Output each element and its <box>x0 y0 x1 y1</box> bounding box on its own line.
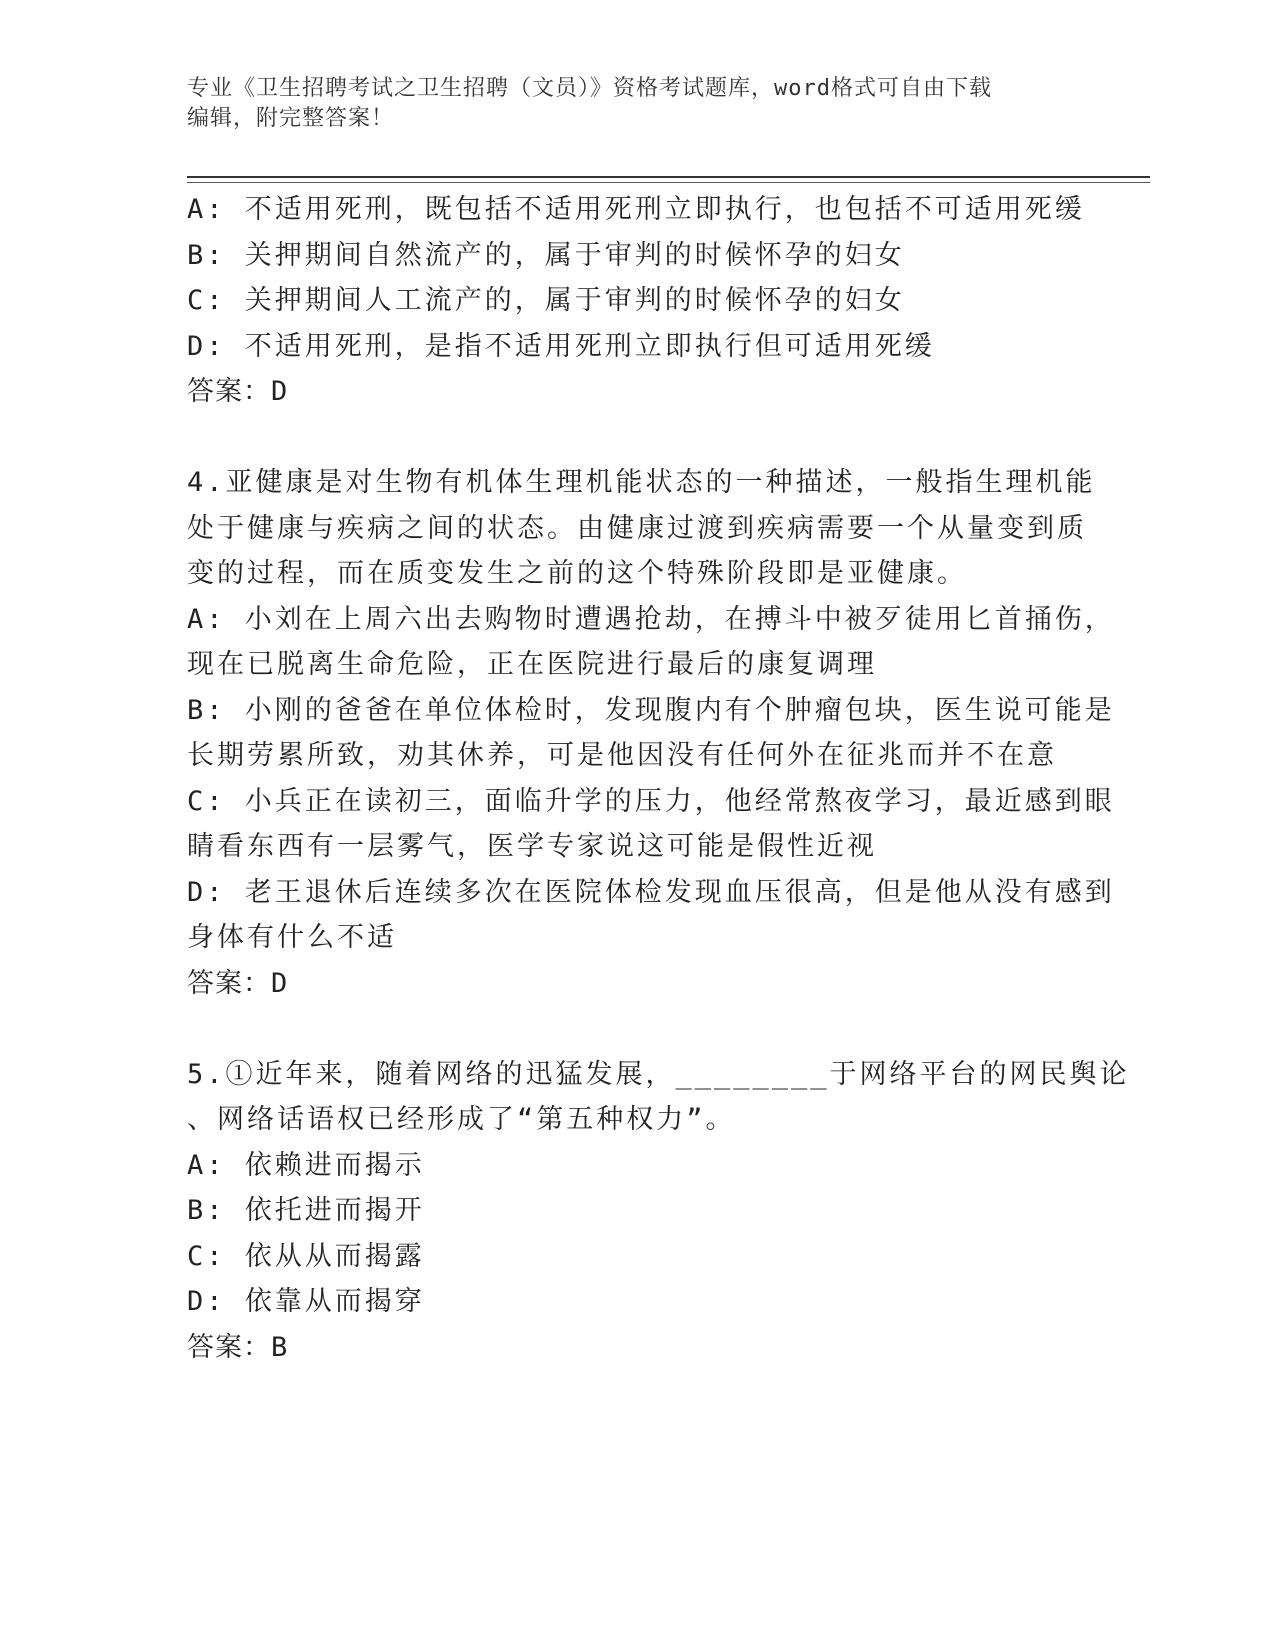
q3-option-d: D: 不适用死刑，是指不适用死刑立即执行但可适用死缓 <box>187 330 935 362</box>
q3-answer: 答案：D <box>187 376 289 407</box>
question-content <box>187 187 1130 1370</box>
header-line-2: 编辑，附完整答案！ <box>187 106 395 131</box>
spacer <box>187 1006 1087 1052</box>
q4-stem-line-1: 4.亚健康是对生物有机体生理机能状态的一种描述，一般指生理机能 <box>187 467 1096 498</box>
q4-option-c-cont: 睛看东西有一层雾气，医学专家说这可能是假性近视 <box>187 831 877 862</box>
question-4-block <box>187 460 1115 1006</box>
q3-option-c: C: 关押期间人工流产的，属于审判的时候怀孕的妇女 <box>187 285 905 316</box>
q4-option-d-cont: 身体有什么不适 <box>187 922 397 953</box>
q4-stem-line-3: 变的过程，而在质变发生之前的这个特殊阶段即是亚健康。 <box>187 558 967 589</box>
q4-answer: 答案：D <box>187 967 289 999</box>
q4-option-b-cont: 长期劳累所致，劝其休养，可是他因没有任何外在征兆而并不在意 <box>187 740 1057 771</box>
question-3-block <box>187 187 1087 415</box>
header-rule-thick <box>187 176 1150 178</box>
q3-option-b: B: 关押期间自然流产的，属于审判的时候怀孕的妇女 <box>187 239 905 271</box>
document-header <box>187 74 1067 134</box>
q3-option-a: A: 不适用死刑，既包括不适用死刑立即执行，也包括不可适用死缓 <box>187 194 1085 225</box>
q5-option-c: C: 依从从而揭露 <box>187 1240 425 1272</box>
q4-option-b: B: 小刚的爸爸在单位体检时，发现腹内有个肿瘤包块，医生说可能是 <box>187 694 1115 726</box>
q5-answer: 答案：B <box>187 1331 289 1363</box>
q4-option-d: D: 老王退休后连续多次在医院体检发现血压很高，但是他从没有感到 <box>187 876 1115 908</box>
spacer <box>187 415 1087 461</box>
q4-stem-line-2: 处于健康与疾病之间的状态。由健康过渡到疾病需要一个从量变到质 <box>187 512 1087 544</box>
q5-option-b: B: 依托进而揭开 <box>187 1195 425 1226</box>
header-rule-thin <box>187 182 1150 183</box>
header-line-1: 专业《卫生招聘考试之卫生招聘（文员）》资格考试题库，word格式可自由下载 <box>187 76 992 101</box>
q4-option-c: C: 小兵正在读初三，面临升学的压力，他经常熬夜学习，最近感到眼 <box>187 785 1115 817</box>
q5-option-d: D: 依靠从而揭穿 <box>187 1286 425 1317</box>
q5-stem-line-2: 、网络话语权已经形成了“第五种权力”。 <box>187 1104 736 1135</box>
q5-option-a: A: 依赖进而揭示 <box>187 1149 425 1181</box>
q5-stem-line-1: 5.①近年来，随着网络的迅猛发展，________于网络平台的网民舆论 <box>187 1058 1130 1090</box>
q4-option-a-cont: 现在已脱离生命危险，正在医院进行最后的康复调理 <box>187 649 877 680</box>
question-5-block <box>187 1052 1130 1371</box>
q4-option-a: A: 小刘在上周六出去购物时遭遇抢劫，在搏斗中被歹徒用匕首捅伤， <box>187 603 1115 635</box>
